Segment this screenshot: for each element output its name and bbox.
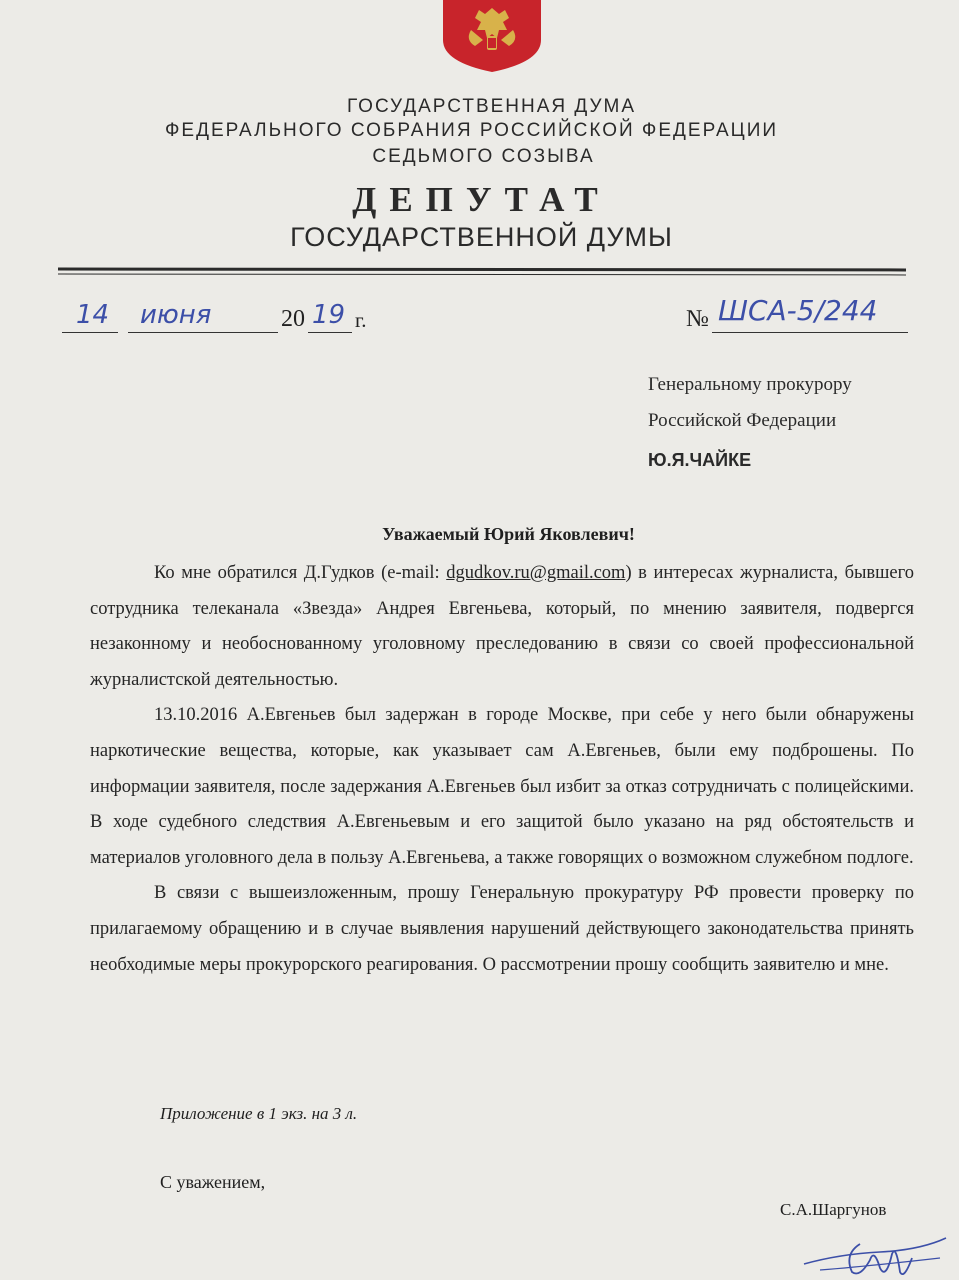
header-title: ДЕПУТАТ: [352, 180, 611, 219]
header-subtitle: ГОСУДАРСТВЕННОЙ ДУМЫ: [290, 222, 673, 252]
addressee-name: Ю.Я.ЧАЙКЕ: [648, 450, 752, 470]
attachment-note: Приложение в 1 экз. на 3 л.: [160, 1104, 358, 1123]
header-line-2: ФЕДЕРАЛЬНОГО СОБРАНИЯ РОССИЙСКОЙ ФЕДЕРАЦИИ: [164, 120, 779, 141]
addressee-line-1: Генеральному прокурору: [648, 374, 852, 395]
year-prefix: 20: [281, 306, 305, 332]
closing: С уважением,: [160, 1172, 266, 1192]
number-label: №: [686, 306, 709, 332]
letter-body: [90, 556, 914, 983]
paragraph-3: В связи с вышеизложенным, прошу Генеральную прокуратуру РФ провести проверку по прилагаемому обращению и в случае выявления нарушений действующего законодательства принять необходимые меры прокурорского реагирования. О рассмотрении прошу сообщить заявителю и мне.: [90, 883, 914, 975]
header-line-1: ГОСУДАРСТВЕННАЯ ДУМА: [346, 96, 637, 117]
header-rule-thick: [58, 268, 906, 272]
greeting: Уважаемый Юрий Яковлевич!: [382, 524, 635, 544]
email-link[interactable]: dgudkov.ru@gmail.com: [446, 563, 626, 583]
paragraph-2: 13.10.2016 А.Евгеньев был задержан в городе Москве, при себе у него были обнаружены наркотические вещества, которые, как указывает сам А.Евгеньев, были ему подброшены. По информации заявителя, после задержания А.Евгеньев был избит за отказ сотрудничать с полицейскими. В ходе судебного следствия А.Евгеньевым и его защитой было указано на ряд обстоятельств и материалов уголовного дела в пользу А.Евгеньева, а также говорящих о возможном служебном подлоге.: [90, 705, 914, 868]
document-number: ШСА-5/244: [718, 294, 878, 327]
header-rule-thin: [58, 274, 906, 276]
year-postfix: г.: [355, 308, 367, 332]
signer-name: С.А.Шаргунов: [780, 1200, 887, 1219]
handwritten-signature: [800, 1224, 950, 1280]
date-day: 14: [76, 300, 110, 330]
coat-of-arms-emblem: [441, 0, 543, 72]
date-month: июня: [140, 300, 212, 330]
date-year-suffix: 19: [312, 300, 346, 330]
header-line-3: СЕДЬМОГО СОЗЫВА: [372, 146, 595, 167]
paragraph-1: [90, 556, 914, 698]
paragraph-1-end: ) в интересах журналиста, бывшего сотрудника телеканала «Звезда» Андрея Евгеньева, который, по мнению заявителя, подвергся незаконному и необоснованному уголовному преследованию в связи со своей профессиональной журналистской деятельностью.: [90, 563, 914, 690]
addressee-line-2: Российской Федерации: [648, 410, 837, 431]
paragraph-1-start: Ко мне обратился Д.Гудков (e-mail:: [154, 563, 447, 583]
